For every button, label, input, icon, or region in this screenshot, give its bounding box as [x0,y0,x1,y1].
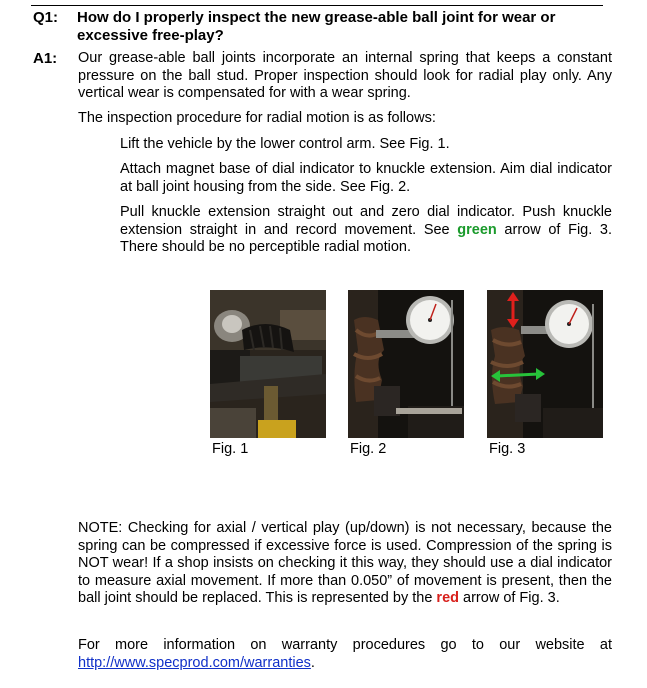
green-highlight: green [457,221,497,238]
step-3-text-before: Pull knuckle extension straight out and zero dial indicator. Push knuckle extension straight in and record movement. See [120,204,612,238]
note-text-after: arrow of Fig. 3. [459,590,560,607]
warranty-link[interactable]: http://www.specprod.com/warranties [78,654,311,671]
top-rule [31,5,603,6]
answer-text: Our grease-able ball joints incorporate an internal spring that keeps a constant pressure on the ball stud. Proper inspection should look for radial play only. Any vertical wear is compensated for with a wear spring. [78,50,612,102]
figure-3-caption: Fig. 3 [489,441,526,457]
note-paragraph [78,520,612,608]
figure-2-photo [348,290,464,438]
procedure-step-1: Lift the vehicle by the lower control arm. See Fig. 1. [120,136,450,152]
answer-label: A1: [33,50,58,67]
step-3-text-after: arrow of Fig. 3. There should be no perceptible radial motion. [120,221,612,256]
figure-3-photo [487,290,603,438]
info-trailing: . [310,654,315,671]
red-highlight: red [436,590,459,607]
info-text: For more information on warranty procedures go to our website at [78,637,612,653]
procedure-step-3 [120,204,612,257]
question-label: Q1: [33,9,59,26]
question-text: How do I properly inspect the new grease-able ball joint for wear or excessive free-play? [77,9,556,44]
figure-1-photo [210,290,326,438]
figure-2-caption: Fig. 2 [350,441,387,457]
note-text-before: NOTE: Checking for axial / vertical play (up/down) is not necessary, because the spring can be compressed if excessive force is used. Compression of the spring is NOT wear! If a shop insists on checking it this way, they should use a dial indicator to measure axial movement. If more than 0.050” of movement is present, then the ball joint should be replaced. This is represented by the [78,520,612,607]
figure-1-caption: Fig. 1 [212,441,249,457]
procedure-step-2: Attach magnet base of dial indicator to knuckle extension. Aim dial indicator at ball joint housing from the side. See Fig. 2. [120,161,612,195]
info-paragraph [78,637,612,672]
procedure-intro: The inspection procedure for radial motion is as follows: [78,110,436,126]
